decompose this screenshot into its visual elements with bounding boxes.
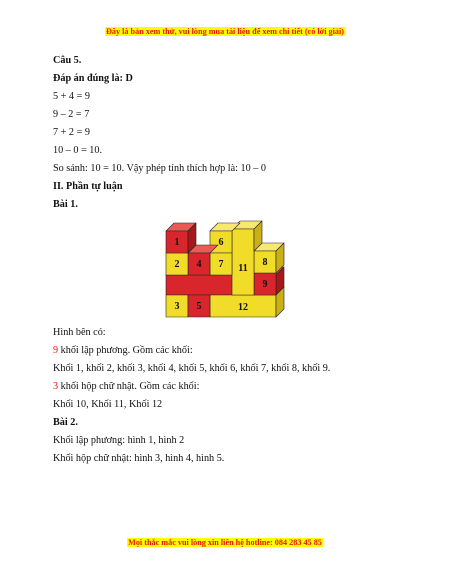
block-label-4: 4	[196, 259, 202, 270]
box-summary-text: khối hộp chữ nhật. Gồm các khối:	[58, 381, 200, 392]
block-label-7: 7	[218, 259, 224, 270]
blocks-figure	[160, 215, 290, 321]
block-label-8: 8	[262, 257, 268, 268]
calc-line-4: 10 – 0 = 10.	[53, 145, 103, 156]
exercise-2-title: Bài 2.	[53, 417, 78, 428]
calc-line-1: 5 + 4 = 9	[53, 91, 90, 102]
preview-notice-text: Đây là bản xem thử, vui lòng mua tài liệu để xem chi tiết (có lời giải)	[105, 27, 344, 36]
block-11-front	[232, 229, 254, 295]
cube-count: 9	[53, 345, 59, 356]
hotline-text: Mọi thắc mắc vui lòng xin liên hệ hotline: 084 283 45 85	[128, 538, 322, 547]
block-label-2: 2	[174, 259, 180, 270]
block-label-11: 11	[238, 263, 248, 274]
block-label-5: 5	[196, 301, 202, 312]
block-label-12: 12	[238, 302, 248, 313]
block-label-1: 1	[174, 237, 180, 248]
exercise-2-cube-line: Khối lập phương: hình 1, hình 2	[53, 435, 185, 446]
calc-line-2: 9 – 2 = 7	[53, 109, 90, 120]
question-5-answer: Đáp án đúng là: D	[53, 73, 133, 84]
box-list: Khối 10, Khối 11, Khối 12	[53, 399, 163, 410]
box-summary	[53, 381, 199, 393]
exercise-2-box-line: Khối hộp chữ nhật: hình 3, hình 4, hình 5.	[53, 453, 225, 464]
hotline-banner	[0, 537, 450, 548]
compare-line: So sánh: 10 = 10. Vậy phép tính thích hợp là: 10 – 0	[53, 163, 266, 174]
block-label-6: 6	[218, 237, 224, 248]
cube-list: Khối 1, khối 2, khối 3, khối 4, khối 5, khối 6, khối 7, khối 8, khối 9.	[53, 363, 331, 374]
calc-line-3: 7 + 2 = 9	[53, 127, 90, 138]
cube-summary-text: khối lập phương. Gồm các khối:	[58, 345, 193, 356]
cube-summary	[53, 345, 193, 357]
question-5-title: Câu 5.	[53, 55, 82, 66]
block-label-3: 3	[174, 301, 180, 312]
preview-notice-banner	[0, 26, 450, 37]
part-2-title: II. Phần tự luận	[53, 181, 123, 192]
block-label-9: 9	[262, 279, 268, 290]
figure-intro: Hình bên có:	[53, 327, 106, 338]
exercise-1-title: Bài 1.	[53, 199, 78, 210]
box-count: 3	[53, 381, 59, 392]
